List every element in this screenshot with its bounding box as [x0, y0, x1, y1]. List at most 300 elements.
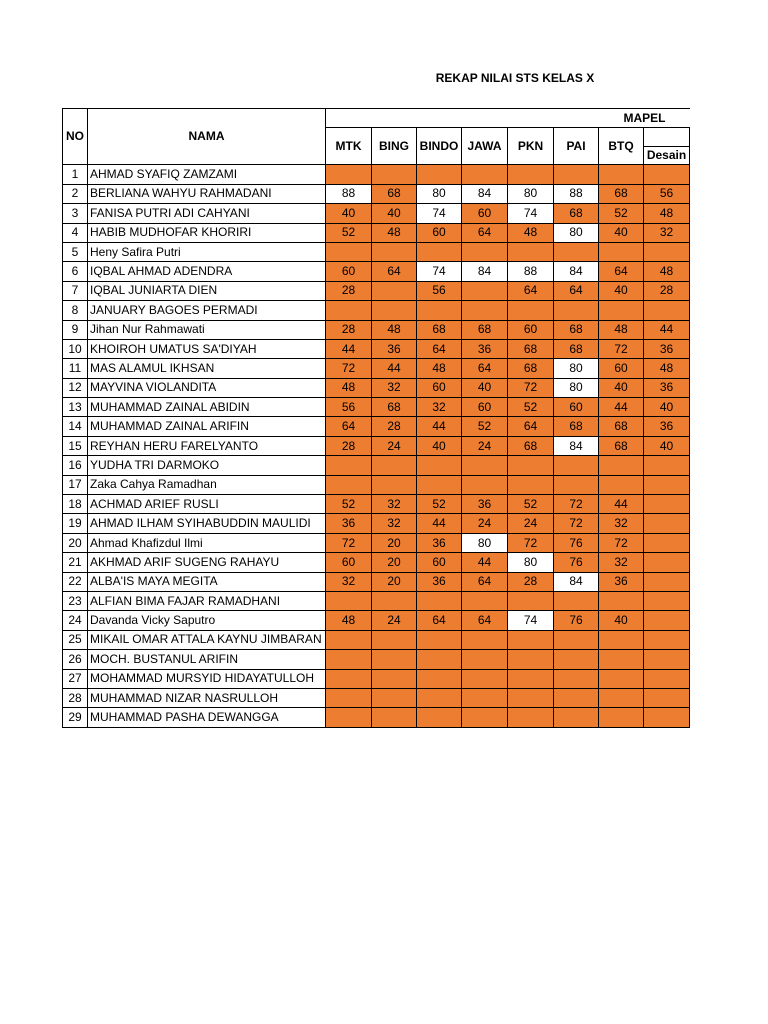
- score-cell-mtk[interactable]: [326, 456, 372, 475]
- student-name-cell[interactable]: AHMAD SYAFIQ ZAMZAMI: [88, 165, 326, 184]
- score-cell-bing[interactable]: [372, 301, 417, 320]
- score-cell-pkn[interactable]: 60: [508, 320, 554, 339]
- score-cell-btq[interactable]: 40: [599, 611, 644, 630]
- score-cell-btq[interactable]: 44: [599, 398, 644, 417]
- score-cell-btq[interactable]: 60: [599, 359, 644, 378]
- row-number-cell[interactable]: 10: [63, 339, 88, 358]
- score-cell-pai[interactable]: [554, 708, 599, 727]
- score-cell-pkn[interactable]: [508, 242, 554, 261]
- student-name-cell[interactable]: MAYVINA VIOLANDITA: [88, 378, 326, 397]
- student-name-cell[interactable]: IQBAL JUNIARTA DIEN: [88, 281, 326, 300]
- score-cell-pkn[interactable]: [508, 630, 554, 649]
- score-cell-bing[interactable]: 32: [372, 378, 417, 397]
- score-cell-pai[interactable]: 80: [554, 359, 599, 378]
- header-subject-bindo[interactable]: BINDO: [417, 128, 462, 165]
- student-name-cell[interactable]: MOCH. BUSTANUL ARIFIN: [88, 650, 326, 669]
- score-cell-bing[interactable]: [372, 242, 417, 261]
- header-subject-bing[interactable]: BING: [372, 128, 417, 165]
- student-name-cell[interactable]: IQBAL AHMAD ADENDRA: [88, 262, 326, 281]
- score-cell-jawa[interactable]: [462, 281, 508, 300]
- row-number-cell[interactable]: 1: [63, 165, 88, 184]
- score-cell-desain[interactable]: [644, 650, 690, 669]
- row-number-cell[interactable]: 9: [63, 320, 88, 339]
- score-cell-btq[interactable]: [599, 688, 644, 707]
- score-cell-desain[interactable]: 36: [644, 417, 690, 436]
- score-cell-mtk[interactable]: 36: [326, 514, 372, 533]
- header-subject-pkn[interactable]: PKN: [508, 128, 554, 165]
- score-cell-mtk[interactable]: 40: [326, 204, 372, 223]
- score-cell-pai[interactable]: 76: [554, 611, 599, 630]
- score-cell-bindo[interactable]: 36: [417, 533, 462, 552]
- score-cell-desain[interactable]: 40: [644, 436, 690, 455]
- score-cell-pai[interactable]: 64: [554, 281, 599, 300]
- score-cell-pai[interactable]: [554, 688, 599, 707]
- row-number-cell[interactable]: 23: [63, 591, 88, 610]
- student-name-cell[interactable]: ALBA'IS MAYA MEGITA: [88, 572, 326, 591]
- score-cell-bing[interactable]: 44: [372, 359, 417, 378]
- score-cell-btq[interactable]: 48: [599, 320, 644, 339]
- score-cell-pai[interactable]: [554, 650, 599, 669]
- score-cell-bindo[interactable]: [417, 591, 462, 610]
- score-cell-pai[interactable]: 80: [554, 378, 599, 397]
- row-number-cell[interactable]: 22: [63, 572, 88, 591]
- score-cell-pai[interactable]: 80: [554, 223, 599, 242]
- score-cell-bing[interactable]: 48: [372, 223, 417, 242]
- score-cell-pkn[interactable]: 80: [508, 184, 554, 203]
- score-cell-btq[interactable]: [599, 650, 644, 669]
- student-name-cell[interactable]: HABIB MUDHOFAR KHORIRI: [88, 223, 326, 242]
- score-cell-bing[interactable]: [372, 669, 417, 688]
- score-cell-desain[interactable]: [644, 630, 690, 649]
- score-cell-jawa[interactable]: 68: [462, 320, 508, 339]
- student-name-cell[interactable]: Jihan Nur Rahmawati: [88, 320, 326, 339]
- score-cell-pai[interactable]: [554, 165, 599, 184]
- score-cell-pai[interactable]: [554, 669, 599, 688]
- score-cell-jawa[interactable]: 60: [462, 398, 508, 417]
- score-cell-pkn[interactable]: 72: [508, 533, 554, 552]
- score-cell-btq[interactable]: [599, 165, 644, 184]
- score-cell-mtk[interactable]: [326, 242, 372, 261]
- score-cell-pkn[interactable]: 68: [508, 359, 554, 378]
- header-no[interactable]: NO: [63, 109, 88, 165]
- score-cell-bing[interactable]: 24: [372, 611, 417, 630]
- score-cell-pai[interactable]: [554, 456, 599, 475]
- score-cell-btq[interactable]: [599, 708, 644, 727]
- score-cell-bindo[interactable]: [417, 475, 462, 494]
- score-cell-jawa[interactable]: 64: [462, 359, 508, 378]
- score-cell-pkn[interactable]: [508, 688, 554, 707]
- score-cell-jawa[interactable]: 24: [462, 514, 508, 533]
- header-nama[interactable]: NAMA: [88, 109, 326, 165]
- student-name-cell[interactable]: MAS ALAMUL IKHSAN: [88, 359, 326, 378]
- row-number-cell[interactable]: 12: [63, 378, 88, 397]
- score-cell-desain[interactable]: 36: [644, 339, 690, 358]
- score-cell-bing[interactable]: [372, 688, 417, 707]
- score-cell-mtk[interactable]: [326, 708, 372, 727]
- score-cell-jawa[interactable]: 52: [462, 417, 508, 436]
- row-number-cell[interactable]: 11: [63, 359, 88, 378]
- score-cell-bindo[interactable]: 64: [417, 339, 462, 358]
- score-cell-bindo[interactable]: 56: [417, 281, 462, 300]
- score-cell-pai[interactable]: 68: [554, 204, 599, 223]
- score-cell-desain[interactable]: [644, 708, 690, 727]
- score-cell-bing[interactable]: [372, 165, 417, 184]
- score-cell-bindo[interactable]: 60: [417, 553, 462, 572]
- score-cell-jawa[interactable]: 64: [462, 223, 508, 242]
- score-cell-bindo[interactable]: [417, 650, 462, 669]
- score-cell-bindo[interactable]: 32: [417, 398, 462, 417]
- student-name-cell[interactable]: MUHAMMAD ZAINAL ABIDIN: [88, 398, 326, 417]
- score-cell-pai[interactable]: 84: [554, 436, 599, 455]
- score-cell-pkn[interactable]: [508, 301, 554, 320]
- score-cell-pai[interactable]: [554, 242, 599, 261]
- score-cell-desain[interactable]: 32: [644, 223, 690, 242]
- score-cell-jawa[interactable]: 36: [462, 495, 508, 514]
- score-cell-desain[interactable]: [644, 514, 690, 533]
- score-cell-desain[interactable]: [644, 165, 690, 184]
- score-cell-pkn[interactable]: 64: [508, 417, 554, 436]
- score-cell-mtk[interactable]: 28: [326, 281, 372, 300]
- row-number-cell[interactable]: 18: [63, 495, 88, 514]
- score-cell-bing[interactable]: [372, 591, 417, 610]
- score-cell-mtk[interactable]: [326, 650, 372, 669]
- score-cell-bindo[interactable]: 64: [417, 611, 462, 630]
- score-cell-jawa[interactable]: 64: [462, 572, 508, 591]
- student-name-cell[interactable]: AHMAD ILHAM SYIHABUDDIN MAULIDI: [88, 514, 326, 533]
- score-cell-pkn[interactable]: 74: [508, 204, 554, 223]
- score-cell-desain[interactable]: [644, 611, 690, 630]
- score-cell-mtk[interactable]: 28: [326, 436, 372, 455]
- score-cell-mtk[interactable]: 52: [326, 495, 372, 514]
- row-number-cell[interactable]: 14: [63, 417, 88, 436]
- score-cell-bing[interactable]: [372, 456, 417, 475]
- score-cell-jawa[interactable]: 84: [462, 262, 508, 281]
- score-cell-pkn[interactable]: 28: [508, 572, 554, 591]
- row-number-cell[interactable]: 5: [63, 242, 88, 261]
- row-number-cell[interactable]: 13: [63, 398, 88, 417]
- score-cell-jawa[interactable]: [462, 688, 508, 707]
- score-cell-jawa[interactable]: 24: [462, 436, 508, 455]
- score-cell-jawa[interactable]: 40: [462, 378, 508, 397]
- score-cell-bindo[interactable]: 44: [417, 417, 462, 436]
- score-cell-pkn[interactable]: 68: [508, 436, 554, 455]
- student-name-cell[interactable]: FANISA PUTRI ADI CAHYANI: [88, 204, 326, 223]
- score-cell-mtk[interactable]: 88: [326, 184, 372, 203]
- score-cell-bing[interactable]: 48: [372, 320, 417, 339]
- score-cell-bindo[interactable]: 52: [417, 495, 462, 514]
- score-cell-bing[interactable]: [372, 281, 417, 300]
- score-cell-btq[interactable]: 68: [599, 417, 644, 436]
- score-cell-pai[interactable]: 76: [554, 533, 599, 552]
- score-cell-btq[interactable]: 68: [599, 184, 644, 203]
- score-cell-desain[interactable]: [644, 688, 690, 707]
- score-cell-btq[interactable]: 52: [599, 204, 644, 223]
- student-name-cell[interactable]: Davanda Vicky Saputro: [88, 611, 326, 630]
- score-cell-mtk[interactable]: 60: [326, 553, 372, 572]
- score-cell-bindo[interactable]: [417, 165, 462, 184]
- score-cell-bing[interactable]: 36: [372, 339, 417, 358]
- student-name-cell[interactable]: BERLIANA WAHYU RAHMADANI: [88, 184, 326, 203]
- score-cell-mtk[interactable]: 28: [326, 320, 372, 339]
- score-cell-bindo[interactable]: 60: [417, 223, 462, 242]
- student-name-cell[interactable]: MUHAMMAD NIZAR NASRULLOH: [88, 688, 326, 707]
- row-number-cell[interactable]: 3: [63, 204, 88, 223]
- score-cell-btq[interactable]: 32: [599, 553, 644, 572]
- score-cell-pai[interactable]: 84: [554, 262, 599, 281]
- score-cell-btq[interactable]: [599, 242, 644, 261]
- score-cell-btq[interactable]: 40: [599, 281, 644, 300]
- score-cell-desain[interactable]: [644, 591, 690, 610]
- score-cell-mtk[interactable]: 60: [326, 262, 372, 281]
- score-cell-btq[interactable]: 64: [599, 262, 644, 281]
- student-name-cell[interactable]: YUDHA TRI DARMOKO: [88, 456, 326, 475]
- score-cell-pkn[interactable]: 80: [508, 553, 554, 572]
- row-number-cell[interactable]: 28: [63, 688, 88, 707]
- score-cell-desain[interactable]: [644, 669, 690, 688]
- score-cell-desain[interactable]: 56: [644, 184, 690, 203]
- score-cell-btq[interactable]: 44: [599, 495, 644, 514]
- score-cell-desain[interactable]: 48: [644, 204, 690, 223]
- student-name-cell[interactable]: MOHAMMAD MURSYID HIDAYATULLOH: [88, 669, 326, 688]
- score-cell-bindo[interactable]: 60: [417, 378, 462, 397]
- score-cell-pkn[interactable]: [508, 591, 554, 610]
- score-cell-bindo[interactable]: 80: [417, 184, 462, 203]
- score-cell-jawa[interactable]: [462, 591, 508, 610]
- score-cell-btq[interactable]: [599, 669, 644, 688]
- student-name-cell[interactable]: REYHAN HERU FARELYANTO: [88, 436, 326, 455]
- score-cell-jawa[interactable]: 44: [462, 553, 508, 572]
- score-cell-bing[interactable]: [372, 630, 417, 649]
- score-cell-desain[interactable]: 28: [644, 281, 690, 300]
- score-cell-desain[interactable]: [644, 533, 690, 552]
- score-cell-mtk[interactable]: 72: [326, 359, 372, 378]
- student-name-cell[interactable]: MUHAMMAD PASHA DEWANGGA: [88, 708, 326, 727]
- score-cell-btq[interactable]: 72: [599, 533, 644, 552]
- score-cell-bindo[interactable]: 40: [417, 436, 462, 455]
- score-cell-desain[interactable]: [644, 242, 690, 261]
- score-cell-pai[interactable]: 72: [554, 495, 599, 514]
- score-cell-mtk[interactable]: 48: [326, 611, 372, 630]
- score-cell-pkn[interactable]: 74: [508, 611, 554, 630]
- score-cell-bing[interactable]: 20: [372, 553, 417, 572]
- score-cell-desain[interactable]: 48: [644, 359, 690, 378]
- score-cell-mtk[interactable]: [326, 301, 372, 320]
- student-name-cell[interactable]: Zaka Cahya Ramadhan: [88, 475, 326, 494]
- row-number-cell[interactable]: 27: [63, 669, 88, 688]
- row-number-cell[interactable]: 29: [63, 708, 88, 727]
- score-cell-bindo[interactable]: [417, 630, 462, 649]
- score-cell-pai[interactable]: 68: [554, 320, 599, 339]
- score-cell-pkn[interactable]: 52: [508, 398, 554, 417]
- score-cell-jawa[interactable]: 64: [462, 611, 508, 630]
- score-cell-mtk[interactable]: 52: [326, 223, 372, 242]
- score-cell-pkn[interactable]: [508, 165, 554, 184]
- score-cell-desain[interactable]: 40: [644, 398, 690, 417]
- row-number-cell[interactable]: 2: [63, 184, 88, 203]
- header-mapel[interactable]: MAPEL: [326, 109, 690, 128]
- score-cell-bindo[interactable]: [417, 242, 462, 261]
- score-cell-jawa[interactable]: [462, 456, 508, 475]
- score-cell-pkn[interactable]: [508, 708, 554, 727]
- score-cell-pai[interactable]: 88: [554, 184, 599, 203]
- score-cell-pkn[interactable]: 64: [508, 281, 554, 300]
- score-cell-bing[interactable]: 20: [372, 533, 417, 552]
- score-cell-btq[interactable]: 40: [599, 378, 644, 397]
- score-cell-jawa[interactable]: [462, 165, 508, 184]
- score-cell-pkn[interactable]: [508, 650, 554, 669]
- student-name-cell[interactable]: MIKAIL OMAR ATTALA KAYNU JIMBARAN: [88, 630, 326, 649]
- header-subject-btq[interactable]: BTQ: [599, 128, 644, 165]
- score-cell-mtk[interactable]: 64: [326, 417, 372, 436]
- header-subject-jawa[interactable]: JAWA: [462, 128, 508, 165]
- score-cell-pkn[interactable]: [508, 669, 554, 688]
- score-cell-jawa[interactable]: [462, 242, 508, 261]
- score-cell-mtk[interactable]: [326, 165, 372, 184]
- score-cell-btq[interactable]: [599, 301, 644, 320]
- score-cell-bing[interactable]: 20: [372, 572, 417, 591]
- score-cell-desain[interactable]: 36: [644, 378, 690, 397]
- score-cell-pai[interactable]: 60: [554, 398, 599, 417]
- row-number-cell[interactable]: 21: [63, 553, 88, 572]
- score-cell-bindo[interactable]: [417, 456, 462, 475]
- score-cell-bindo[interactable]: 44: [417, 514, 462, 533]
- score-cell-desain[interactable]: 48: [644, 262, 690, 281]
- student-name-cell[interactable]: ACHMAD ARIEF RUSLI: [88, 495, 326, 514]
- score-cell-mtk[interactable]: [326, 475, 372, 494]
- row-number-cell[interactable]: 8: [63, 301, 88, 320]
- header-subject-desain[interactable]: [644, 128, 690, 165]
- score-cell-bing[interactable]: [372, 708, 417, 727]
- student-name-cell[interactable]: KHOIROH UMATUS SA'DIYAH: [88, 339, 326, 358]
- score-cell-mtk[interactable]: [326, 591, 372, 610]
- row-number-cell[interactable]: 16: [63, 456, 88, 475]
- score-cell-pkn[interactable]: 24: [508, 514, 554, 533]
- row-number-cell[interactable]: 25: [63, 630, 88, 649]
- score-cell-jawa[interactable]: [462, 650, 508, 669]
- score-cell-bindo[interactable]: 68: [417, 320, 462, 339]
- score-cell-btq[interactable]: [599, 456, 644, 475]
- score-cell-mtk[interactable]: [326, 630, 372, 649]
- score-cell-bing[interactable]: 68: [372, 398, 417, 417]
- score-cell-btq[interactable]: [599, 475, 644, 494]
- row-number-cell[interactable]: 20: [63, 533, 88, 552]
- score-cell-mtk[interactable]: 48: [326, 378, 372, 397]
- score-cell-jawa[interactable]: 80: [462, 533, 508, 552]
- score-cell-pkn[interactable]: [508, 475, 554, 494]
- row-number-cell[interactable]: 15: [63, 436, 88, 455]
- score-cell-mtk[interactable]: 72: [326, 533, 372, 552]
- score-cell-bindo[interactable]: 48: [417, 359, 462, 378]
- header-subject-pai[interactable]: PAI: [554, 128, 599, 165]
- score-cell-pai[interactable]: 76: [554, 553, 599, 572]
- score-cell-bindo[interactable]: 74: [417, 262, 462, 281]
- score-cell-desain[interactable]: [644, 553, 690, 572]
- score-cell-desain[interactable]: [644, 456, 690, 475]
- score-cell-bing[interactable]: 28: [372, 417, 417, 436]
- student-name-cell[interactable]: Heny Safira Putri: [88, 242, 326, 261]
- student-name-cell[interactable]: MUHAMMAD ZAINAL ARIFIN: [88, 417, 326, 436]
- row-number-cell[interactable]: 19: [63, 514, 88, 533]
- score-cell-btq[interactable]: 32: [599, 514, 644, 533]
- score-cell-btq[interactable]: [599, 591, 644, 610]
- score-cell-bindo[interactable]: 36: [417, 572, 462, 591]
- header-subject-mtk[interactable]: MTK: [326, 128, 372, 165]
- score-cell-desain[interactable]: [644, 475, 690, 494]
- score-cell-bindo[interactable]: [417, 669, 462, 688]
- score-cell-pai[interactable]: 68: [554, 339, 599, 358]
- score-cell-mtk[interactable]: 56: [326, 398, 372, 417]
- score-cell-mtk[interactable]: [326, 688, 372, 707]
- score-cell-pai[interactable]: [554, 630, 599, 649]
- score-cell-desain[interactable]: [644, 301, 690, 320]
- score-cell-jawa[interactable]: [462, 630, 508, 649]
- score-cell-desain[interactable]: [644, 495, 690, 514]
- row-number-cell[interactable]: 7: [63, 281, 88, 300]
- score-cell-bindo[interactable]: [417, 301, 462, 320]
- score-cell-bing[interactable]: [372, 650, 417, 669]
- score-cell-desain[interactable]: 44: [644, 320, 690, 339]
- score-cell-mtk[interactable]: 32: [326, 572, 372, 591]
- row-number-cell[interactable]: 4: [63, 223, 88, 242]
- row-number-cell[interactable]: 26: [63, 650, 88, 669]
- score-cell-jawa[interactable]: 60: [462, 204, 508, 223]
- score-cell-bing[interactable]: 32: [372, 495, 417, 514]
- score-cell-jawa[interactable]: [462, 475, 508, 494]
- student-name-cell[interactable]: AKHMAD ARIF SUGENG RAHAYU: [88, 553, 326, 572]
- score-cell-bindo[interactable]: 74: [417, 204, 462, 223]
- score-cell-btq[interactable]: 36: [599, 572, 644, 591]
- score-cell-jawa[interactable]: 36: [462, 339, 508, 358]
- score-cell-pkn[interactable]: 88: [508, 262, 554, 281]
- score-cell-bing[interactable]: 64: [372, 262, 417, 281]
- row-number-cell[interactable]: 24: [63, 611, 88, 630]
- score-cell-bindo[interactable]: [417, 708, 462, 727]
- score-cell-pkn[interactable]: 48: [508, 223, 554, 242]
- score-cell-bing[interactable]: 40: [372, 204, 417, 223]
- score-cell-btq[interactable]: [599, 630, 644, 649]
- score-cell-bing[interactable]: 32: [372, 514, 417, 533]
- score-cell-pai[interactable]: [554, 301, 599, 320]
- score-cell-bing[interactable]: 68: [372, 184, 417, 203]
- row-number-cell[interactable]: 17: [63, 475, 88, 494]
- score-cell-bing[interactable]: [372, 475, 417, 494]
- score-cell-btq[interactable]: 40: [599, 223, 644, 242]
- score-cell-jawa[interactable]: [462, 708, 508, 727]
- score-cell-jawa[interactable]: [462, 301, 508, 320]
- student-name-cell[interactable]: ALFIAN BIMA FAJAR RAMADHANI: [88, 591, 326, 610]
- score-cell-btq[interactable]: 68: [599, 436, 644, 455]
- score-cell-mtk[interactable]: [326, 669, 372, 688]
- score-cell-pai[interactable]: [554, 475, 599, 494]
- score-cell-pai[interactable]: [554, 591, 599, 610]
- score-cell-btq[interactable]: 72: [599, 339, 644, 358]
- student-name-cell[interactable]: Ahmad Khafizdul Ilmi: [88, 533, 326, 552]
- score-cell-pkn[interactable]: [508, 456, 554, 475]
- score-cell-jawa[interactable]: [462, 669, 508, 688]
- score-cell-bindo[interactable]: [417, 688, 462, 707]
- score-cell-pai[interactable]: 84: [554, 572, 599, 591]
- row-number-cell[interactable]: 6: [63, 262, 88, 281]
- score-cell-jawa[interactable]: 84: [462, 184, 508, 203]
- score-cell-pkn[interactable]: 52: [508, 495, 554, 514]
- score-cell-desain[interactable]: [644, 572, 690, 591]
- score-cell-bing[interactable]: 24: [372, 436, 417, 455]
- score-cell-mtk[interactable]: 44: [326, 339, 372, 358]
- score-cell-pai[interactable]: 72: [554, 514, 599, 533]
- score-cell-pkn[interactable]: 72: [508, 378, 554, 397]
- score-cell-pai[interactable]: 68: [554, 417, 599, 436]
- student-name-cell[interactable]: JANUARY BAGOES PERMADI: [88, 301, 326, 320]
